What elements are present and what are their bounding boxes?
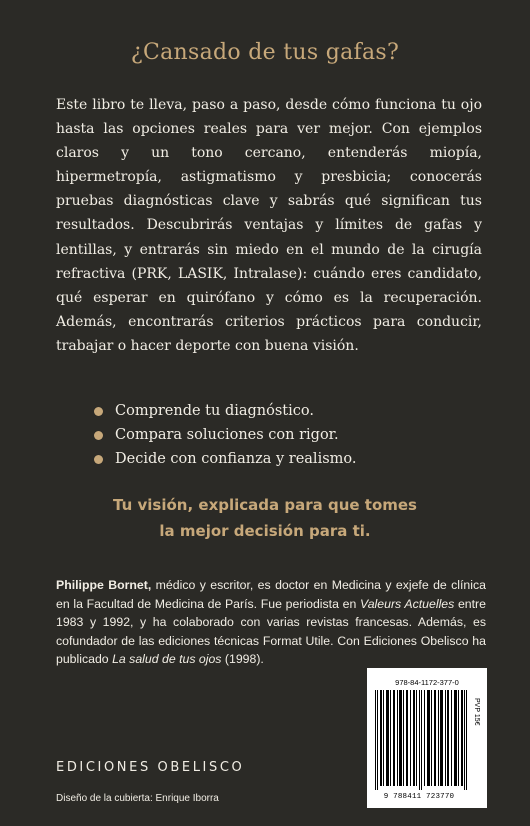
- tagline-line-1: Tu visión, explicada para que tomes: [113, 496, 417, 514]
- magazine-title: Valeurs Actuelles: [359, 596, 455, 611]
- tagline-line-2: la mejor decisión para ti.: [159, 522, 371, 540]
- bullet-dot-icon: [94, 455, 103, 464]
- description: Este libro te lleva, paso a paso, desde cómo funciona tu ojo hasta las opciones reales para ver mejor. Con ejemplos claros y un tono cercano, entenderás miopía, hipermetropía, astigmatismo y presbicia; conocerás pruebas diagnósticas clave y sabrás qué significan tus resultados. Descubrirás ventajas y límites de gafas y lentillas, y entrarás sin miedo en el mundo de la cirugía refractiva (PRK, LASIK, Intralase): cuándo eres candidato, qué esperar en quirófano y cómo es la recuperación. Además, encontrarás criterios prácticos para conducir, trabajar o hacer deporte con buena visión.: [56, 97, 482, 354]
- isbn-text: 978-84-1172-377-0: [395, 678, 459, 687]
- previous-book-title: La salud de tus ojos: [112, 652, 222, 667]
- author-name: Philippe Bornet,: [56, 578, 152, 592]
- bullet-dot-icon: [94, 407, 103, 416]
- bullet-text: Comprende tu diagnóstico.: [115, 403, 314, 419]
- bullet-list: [94, 399, 356, 471]
- bio-text-1: médico y escritor, es doctor en Medicina y exjefe de clínica en la Facultad de Medicina de París. Fue periodista en: [56, 578, 486, 611]
- cover-credit: Diseño de la cubierta: Enrique Iborra: [56, 793, 219, 804]
- bullet-text: Compara soluciones con rigor.: [115, 427, 339, 443]
- headline: ¿Cansado de tus gafas?: [130, 40, 400, 65]
- author-bio: [56, 576, 486, 669]
- barcode-label: [367, 668, 487, 808]
- barcode-icon: [373, 690, 471, 790]
- tagline: [0, 492, 530, 544]
- barcode-digits: 9 788411 723770: [383, 793, 455, 801]
- publisher-logo: EDICIONES OBELISCO: [56, 760, 245, 775]
- bullet-dot-icon: [94, 431, 103, 440]
- list-item: [94, 447, 356, 471]
- list-item: [94, 423, 356, 447]
- bio-text-3: (1998).: [221, 652, 264, 667]
- list-item: [94, 399, 356, 423]
- price-label: PVP 15€: [473, 698, 480, 726]
- bullet-text: Decide con confianza y realismo.: [115, 451, 357, 467]
- bio-text-2: entre 1983 y 1992, y ha colaborado con varias revistas francesas. Además, es cofundador de las ediciones técnicas Format Utile. Con Ediciones Obelisco ha publicado: [56, 596, 486, 667]
